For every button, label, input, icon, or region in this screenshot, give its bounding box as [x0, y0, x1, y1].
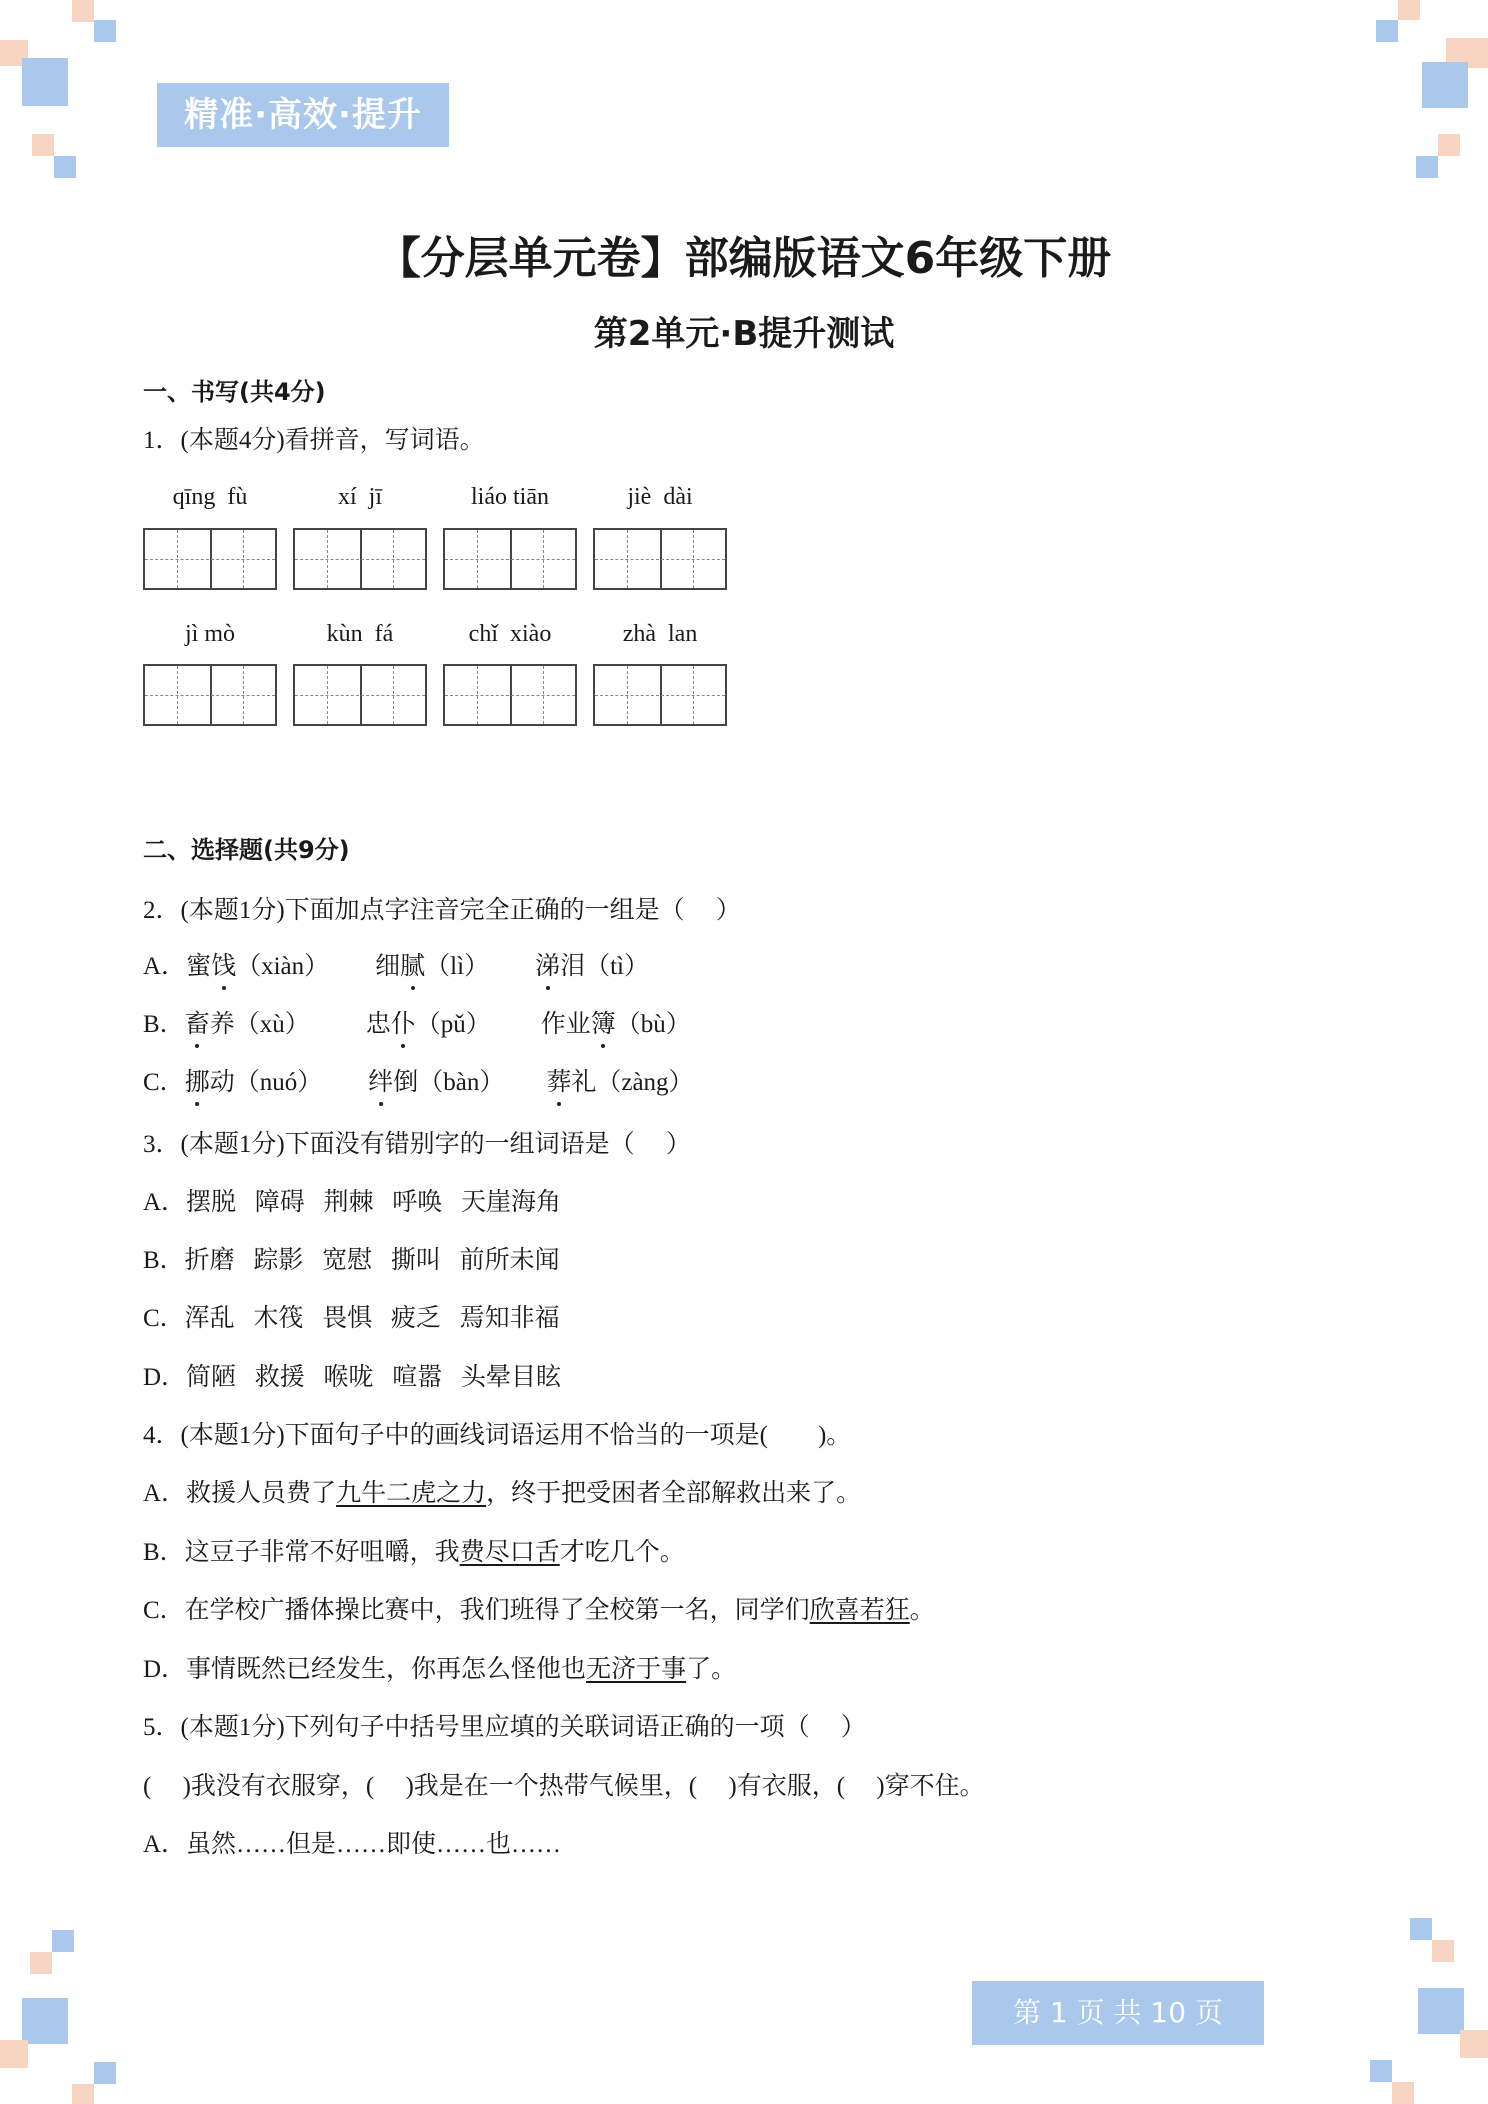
- writing-grid[interactable]: [443, 528, 577, 590]
- option-label: B．: [143, 1011, 185, 1038]
- option-item: 作业簿（bù）: [541, 1011, 691, 1038]
- decor-square: [1392, 2082, 1414, 2104]
- section2-heading: 二、选择题(共9分): [143, 836, 350, 864]
- decor-square: [1370, 2060, 1392, 2082]
- q2-option-a[interactable]: [143, 946, 649, 982]
- brand-badge: 精准·高效·提升: [157, 83, 449, 147]
- option-item: 挪动（nuó）: [185, 1069, 323, 1096]
- page-subtitle: 第2单元·B提升测试: [593, 314, 895, 354]
- underlined-phrase: 无济于事: [586, 1656, 687, 1683]
- writing-grid[interactable]: [593, 664, 727, 726]
- writing-grid[interactable]: [143, 664, 277, 726]
- underlined-phrase: 欣喜若狂: [809, 1597, 910, 1624]
- option-item: 蜜饯（xiàn）: [186, 953, 329, 980]
- q2-option-c[interactable]: [143, 1062, 694, 1098]
- decor-square: [72, 0, 94, 22]
- decor-square: [1460, 2030, 1488, 2058]
- option-item: 涕泪（tì）: [535, 953, 649, 980]
- q3-option-b[interactable]: B．折磨 踪影 宽慰 撕叫 前所未闻: [143, 1247, 560, 1274]
- section1-heading: 一、书写(共4分): [143, 378, 326, 406]
- q4-stem: 4．(本题1分)下面句子中的画线词语运用不恰当的一项是( )。: [143, 1422, 852, 1449]
- q4-option-c[interactable]: C．在学校广播体操比赛中，我们班得了全校第一名，同学们欣喜若狂。: [143, 1597, 935, 1624]
- decor-square: [1438, 134, 1460, 156]
- decor-square: [22, 58, 68, 106]
- decor-square: [94, 20, 116, 42]
- option-label: C．: [143, 1069, 185, 1096]
- pinyin-label: jì mò: [184, 621, 235, 647]
- pinyin-label: qīng fù: [172, 484, 248, 510]
- q3-option-d[interactable]: D．简陋 救援 喉咙 喧嚣 头晕目眩: [143, 1364, 562, 1391]
- q3-option-a[interactable]: A．摆脱 障碍 荆棘 呼唤 天崖海角: [143, 1189, 562, 1216]
- decor-square: [1410, 1918, 1432, 1940]
- option-label: A．: [143, 953, 187, 980]
- pinyin-label: chǐ xiào: [468, 621, 552, 647]
- writing-grid[interactable]: [293, 528, 427, 590]
- underlined-phrase: 费尽口舌: [459, 1539, 560, 1566]
- q5-stem: 5．(本题1分)下列句子中括号里应填的关联词语正确的一项（ ）: [143, 1714, 866, 1741]
- q4-option-d[interactable]: D．事情既然已经发生，你再怎么怪他也无济于事了。: [143, 1656, 737, 1683]
- page-number: 第 1 页 共 10 页: [972, 1981, 1264, 2045]
- decor-square: [0, 2040, 28, 2068]
- decor-square: [52, 1930, 74, 1952]
- decor-square: [1432, 1940, 1454, 1962]
- writing-grid[interactable]: [443, 664, 577, 726]
- q4-option-a[interactable]: A．救援人员费了九牛二虎之力，终于把受困者全部解救出来了。: [143, 1480, 862, 1507]
- option-item: 细腻（lì）: [375, 953, 489, 980]
- decor-square: [1398, 0, 1420, 20]
- writing-grid[interactable]: [143, 528, 277, 590]
- writing-grid[interactable]: [293, 664, 427, 726]
- decor-square: [32, 134, 54, 156]
- decor-square: [54, 156, 76, 178]
- q5-option-a[interactable]: A．虽然……但是……即使……也……: [143, 1831, 562, 1858]
- decor-square: [22, 1998, 68, 2044]
- q3-option-c[interactable]: C．浑乱 木筏 畏惧 疲乏 焉知非福: [143, 1305, 560, 1332]
- q2-stem: 2．(本题1分)下面加点字注音完全正确的一组是（ ）: [143, 897, 741, 924]
- q2-option-b[interactable]: [143, 1004, 691, 1040]
- pinyin-label: kùn fá: [326, 621, 394, 647]
- pinyin-label: zhà lan: [622, 621, 698, 647]
- page-title: 【分层单元卷】部编版语文6年级下册: [376, 233, 1112, 284]
- decor-square: [72, 2084, 94, 2104]
- option-item: 畜养（xù）: [185, 1011, 310, 1038]
- q3-stem: 3．(本题1分)下面没有错别字的一组词语是（ ）: [143, 1131, 691, 1158]
- decor-square: [1418, 1988, 1464, 2034]
- decor-square: [94, 2062, 116, 2084]
- pinyin-label: xí jī: [337, 484, 382, 510]
- decor-square: [1376, 20, 1398, 42]
- q5-sentence: ( )我没有衣服穿，( )我是在一个热带气候里，( )有衣服，( )穿不住。: [143, 1773, 985, 1800]
- option-item: 葬礼（zàng）: [546, 1069, 693, 1096]
- writing-grid[interactable]: [593, 528, 727, 590]
- pinyin-label: liáo tiān: [471, 484, 549, 510]
- decor-square: [30, 1952, 52, 1974]
- option-item: 绊倒（bàn）: [368, 1069, 504, 1096]
- option-item: 忠仆（pǔ）: [366, 1011, 491, 1038]
- pinyin-label: jiè dài: [627, 484, 693, 510]
- decor-square: [1422, 62, 1468, 108]
- underlined-phrase: 九牛二虎之力: [336, 1480, 487, 1507]
- decor-square: [1416, 156, 1438, 178]
- q4-option-b[interactable]: B．这豆子非常不好咀嚼，我费尽口舌才吃几个。: [143, 1539, 685, 1566]
- q1-stem: 1．(本题4分)看拼音，写词语。: [143, 427, 485, 454]
